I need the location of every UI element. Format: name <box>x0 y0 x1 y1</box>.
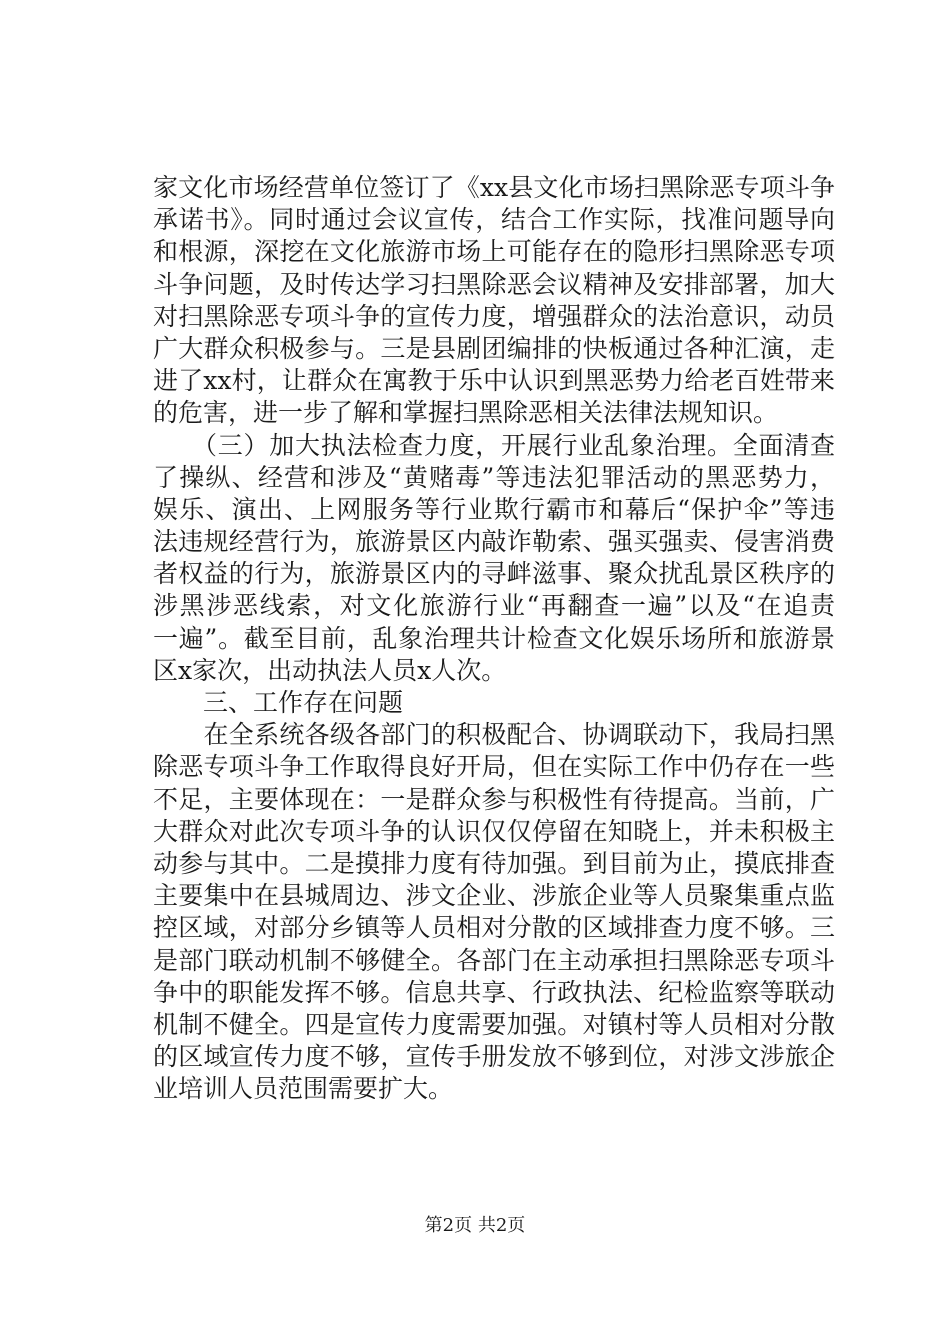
text-line: 三、工作存在问题 <box>153 688 404 717</box>
text-line: 广大群众积极参与。三是县剧团编排的快板通过各种汇演，走 <box>153 333 835 363</box>
text-line: 在全系统各级各部门的积极配合、协调联动下，我局扫黑 <box>153 720 835 750</box>
text-line: 家文化市场经营单位签订了《xx县文化市场扫黑除恶专项斗争 <box>153 173 835 202</box>
text-line: 动参与其中。二是摸排力度有待加强。到目前为止，摸底排查 <box>153 848 835 878</box>
text-line: 不足，主要体现在：一是群众参与积极性有待提高。当前，广 <box>153 784 835 814</box>
text-line: 了操纵、经营和涉及“黄赌毒”等违法犯罪活动的黑恶势力， <box>153 462 835 492</box>
text-line: 和根源，深挖在文化旅游市场上可能存在的隐形扫黑除恶专项 <box>153 237 835 267</box>
text-line: 承诺书》。同时通过会议宣传，结合工作实际，找准问题导向 <box>153 205 835 235</box>
text-line: 法违规经营行为，旅游景区内敲诈勒索、强买强卖、侵害消费 <box>153 527 835 557</box>
page-number-footer: 第2页 共2页 <box>424 1215 526 1236</box>
text-line: 涉黑涉恶线索，对文化旅游行业“再翻查一遍”以及“在追责 <box>153 591 835 621</box>
text-line: 大群众对此次专项斗争的认识仅仅停留在知晓上，并未积极主 <box>153 816 835 846</box>
text-line: 的危害，进一步了解和掌握扫黑除恶相关法律法规知识。 <box>153 398 779 428</box>
text-line: 是部门联动机制不够健全。各部门在主动承担扫黑除恶专项斗 <box>153 945 835 975</box>
body-text <box>153 172 835 1105</box>
text-line: 业培训人员范围需要扩大。 <box>153 1074 454 1104</box>
text-line: 控区域，对部分乡镇等人员相对分散的区域排查力度不够。三 <box>153 913 835 943</box>
text-line: 娱乐、演出、上网服务等行业欺行霸市和幕后“保护伞”等违 <box>153 494 835 524</box>
text-line: 机制不健全。四是宣传力度需要加强。对镇村等人员相对分散 <box>153 1009 835 1039</box>
text-line: 者权益的行为，旅游景区内的寻衅滋事、聚众扰乱景区秩序的 <box>153 559 835 589</box>
text-line: 斗争问题，及时传达学习扫黑除恶会议精神及安排部署，加大 <box>153 269 835 299</box>
text-line: 进了xx村，让群众在寓教于乐中认识到黑恶势力给老百姓带来 <box>153 366 835 396</box>
text-line: 区x家次，出动执法人员x人次。 <box>153 655 507 685</box>
text-line: 对扫黑除恶专项斗争的宣传力度，增强群众的法治意识，动员 <box>153 301 835 331</box>
text-line: 主要集中在县城周边、涉文企业、涉旅企业等人员聚集重点监 <box>153 881 835 911</box>
text-line: 争中的职能发挥不够。信息共享、行政执法、纪检监察等联动 <box>153 977 835 1007</box>
text-line: 除恶专项斗争工作取得良好开局，但在实际工作中仍存在一些 <box>153 752 835 782</box>
text-line: 一遍”。截至目前，乱象治理共计检查文化娱乐场所和旅游景 <box>153 623 835 653</box>
text-line: 的区域宣传力度不够，宣传手册发放不够到位，对涉文涉旅企 <box>153 1042 835 1072</box>
text-line: （三）加大执法检查力度，开展行业乱象治理。全面清查 <box>153 430 835 460</box>
